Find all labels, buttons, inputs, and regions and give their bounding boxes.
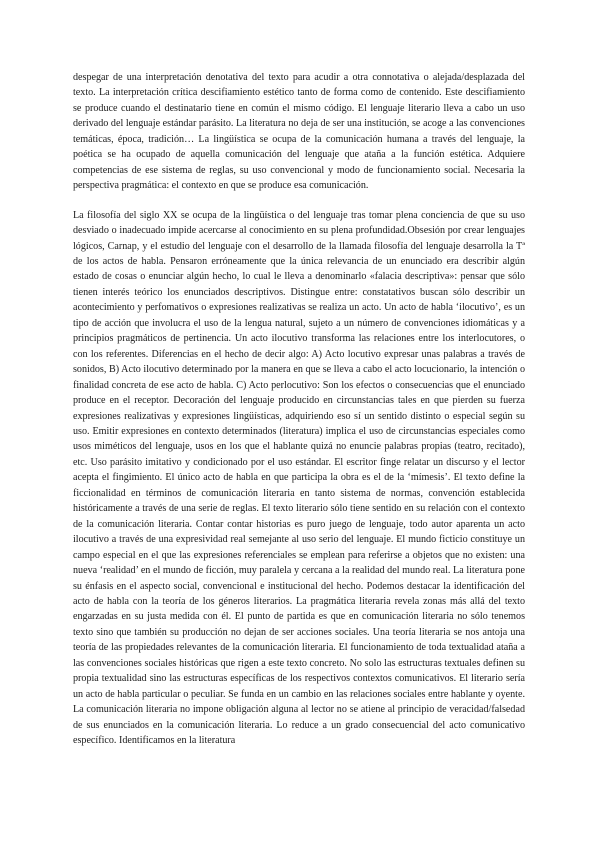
paragraph-1: despegar de una interpretación denotativa del texto para acudir a otra connotativa o alejada/desplazada del texto. La interpretación crítica descifiamiento estético tanto de forma como de contenido. Este descifiamiento se produce cuando el destinatario tiene en común el mismo código. El lenguaje literario lleva a cabo un uso derivado del lenguaje estándar parásito. La literatura no deja de ser una institución, se acoge a las convenciones temáticas, época, tradición… La lingüística se ocupa de la comunicación humana a través del lenguaje, la poética se ha ocupado de aquella comunicación del lenguaje que ataña a la función estética. Adquiere competencias de ese sistema de reglas, su uso convencional y modo de funcionamiento social. Necesaria la perspectiva pragmática: el contexto en que se produce esa comunicación.	[73, 72, 525, 192]
paragraph-2: La filosofía del siglo XX se ocupa de la lingüística o del lenguaje tras tomar plena conciencia de que su uso desviado o inadecuado impide acercarse al conocimiento en su plena profundidad.Obsesión por crear lenguajes lógicos, Carnap, y el estudio del lenguaje con el desarrollo de la llamada filosofía del lenguaje desarrolla la Tª de los actos de habla. Pensaron erróneamente que la única relevancia de un enunciado era describir algún estado de cosas o enunciar algún hecho, lo cual le lleva a denominarlo «falacia descriptiva»: pensar que sólo tienen interés teórico los enunciados descriptivos. Distingue entre: constatativos buscan sólo describir un acontecimiento y perfomativos o expresiones realizativas se realiza un acto. Un acto de habla ‘ilocutivo’, es un tipo de acción que involucra el uso de la lengua natural, sujeto a un número de convenciones idiomáticas y a principios pragmáticos de pertinencia. Un acto ilocutivo transforma las relaciones entre los interlocutores, o con los referentes. Diferencias en el hecho de decir algo: A) Acto locutivo expresar unas palabras a través de sonidos, B) Acto ilocutivo determinado por la manera en que se lleva a cabo el acto locucionario, la intención o finalidad concreta de ese acto de habla. C) Acto perlocutivo: Son los efectos o consecuencias que el enunciado produce en el receptor. Decoración del lenguaje producido en circunstancias tales en que pierden su fuerza expresiones realizativas y expresiones lingüísticas, adquiriendo eso sí un sentido distinto o especial según su uso. Emitir expresiones en contexto determinados (literatura) implica el uso de circunstancias especiales como usos miméticos del lenguaje, usos en los que el hablante quizá no enuncie palabras propias (teatro, recitado), etc. Uso parásito imitativo y condicionado por el uso estándar. El escritor finge relatar un discurso y el lector acepta el fingimiento. El único acto de habla en que participa la obra es el de la ‘mímesis’. El texto define la ficcionalidad en términos de comunicación literaria en tanto sistema de normas, convención establecida históricamente a través de una serie de reglas. El texto literario sólo tiene sentido en su relación con el contexto de la comunicación literaria. Contar contar historias es puro juego de lenguaje, todo autor aparenta un acto ilocutivo a través de una expresividad real semejante al uso serio del lenguaje. El mundo ficticio constituye un campo especial en el que las expresiones referenciales se emplean para referirse a objetos que no existen: una nueva ‘realidad’ en el mundo de ficción, muy paralela y cercana a la realidad del mundo real. La literatura pone su énfasis en el aspecto social, convencional e institucional del hecho. Podemos destacar la identificación del acto de habla con la teoría de los géneros literarios. La pragmática literaria revela zonas más allá del texto engarzadas en su justa medida con él. El punto de partida es que en comunicación literaria no sólo tenemos texto sino que también su producción no dejan de ser acciones sociales. Una teoría literaria se nos antoja una teoría de las propiedades relevantes de la comunicación literaria. El funcionamiento de toda textualidad ataña a las convenciones sociales históricas que rigen a este texto concreto. No solo las estructuras textuales definen su propia textualidad sino las estructuras específicas de los respectivos contextos comunicativos. El literario sería un acto de habla particular o peculiar. Se funda en un cambio en las relaciones sociales entre hablante y oyente. La comunicación literaria no impone obligación alguna al lector no se atiene al principio de veracidad/falsedad de sus enunciados en la comunicación literaria. Lo reduce a un grado consecuencial del acto comunicativo específico. Identificamos en la literatura	[73, 209, 525, 747]
